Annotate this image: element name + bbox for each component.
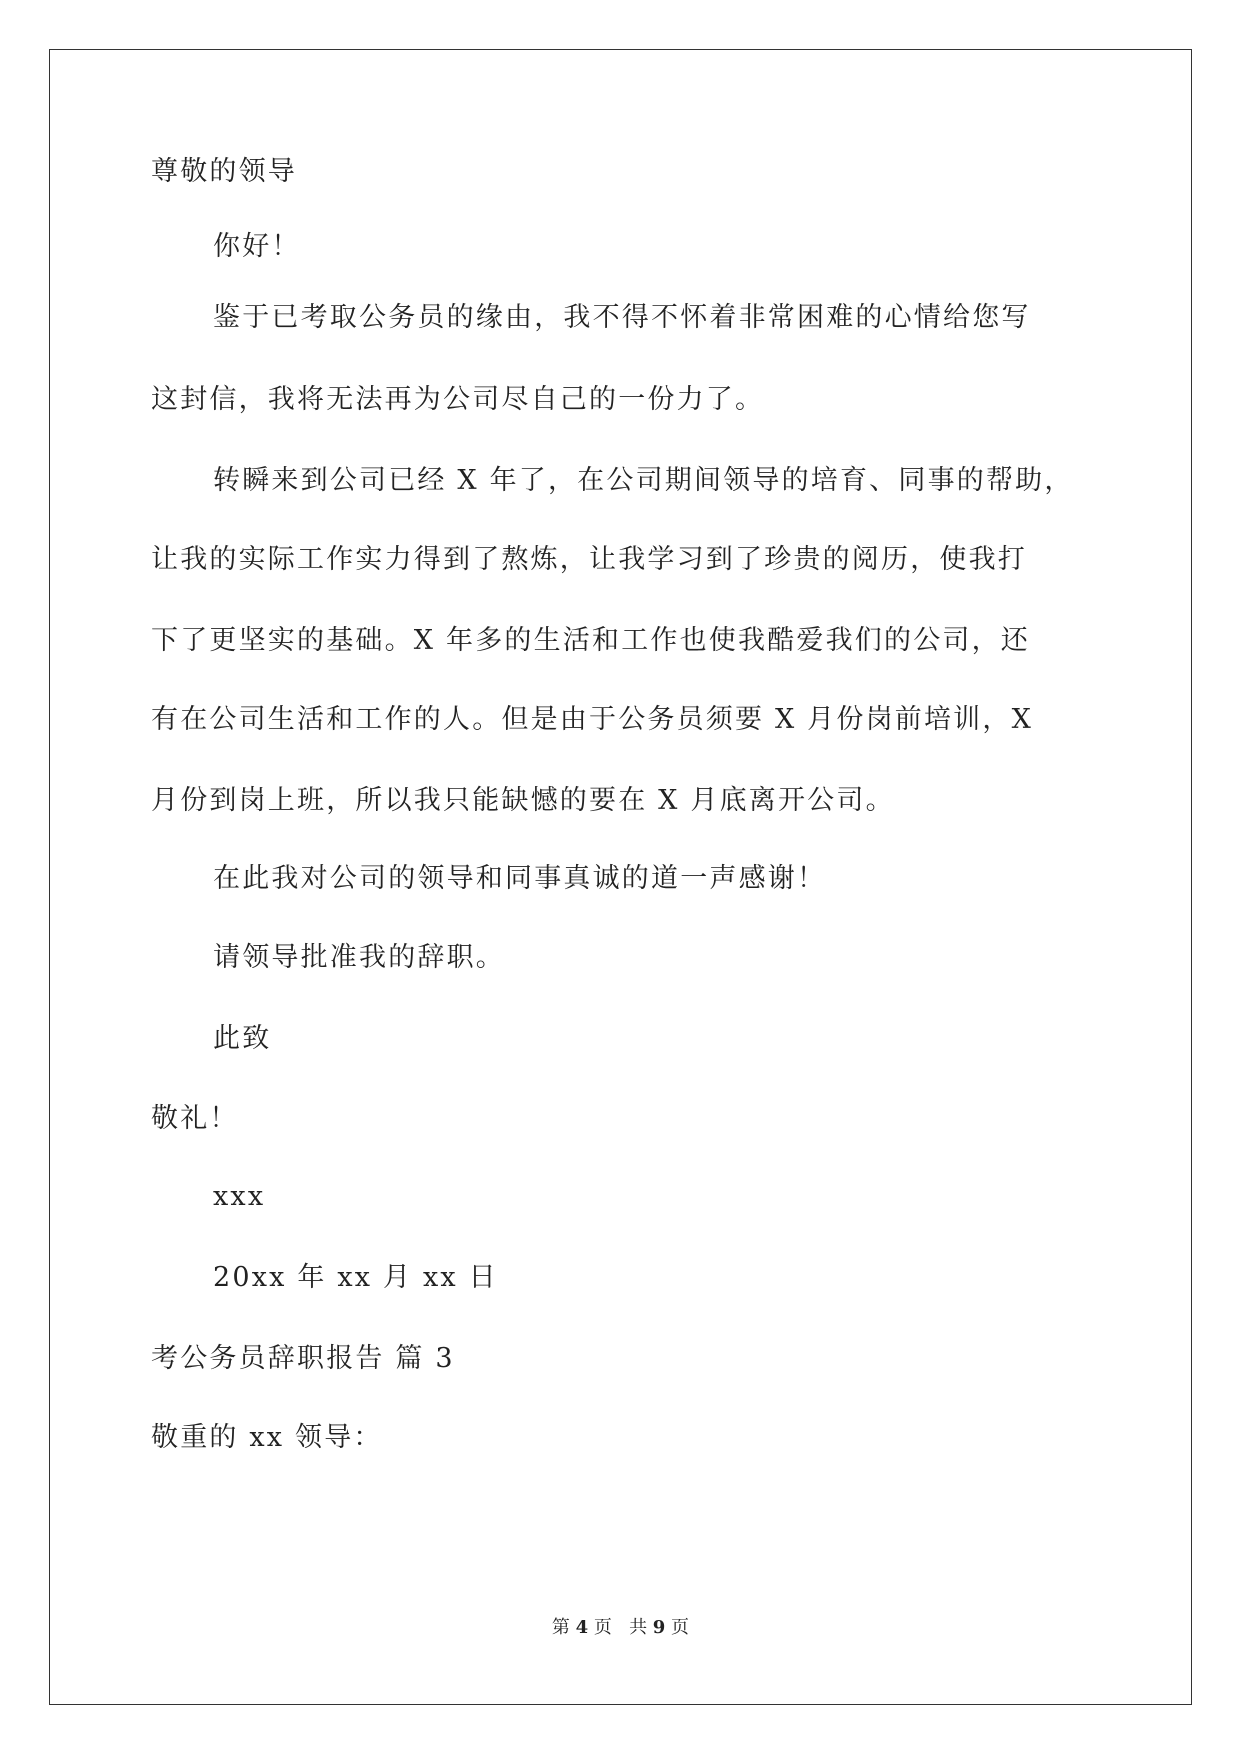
closing-cizhi: 此致 [213, 1023, 272, 1054]
paragraph-1-line-1: 鉴于已考取公务员的缘由，我不得不怀着非常困难的心情给您写 [213, 302, 1031, 333]
section-title: 考公务员辞职报告 篇 3 [151, 1343, 455, 1374]
letter-salutation: 尊敬的领导 [151, 156, 297, 187]
letter-greeting: 你好！ [213, 231, 301, 262]
paragraph-2-line-4: 有在公司生活和工作的人。但是由于公务员须要 X 月份岗前培训，X [151, 704, 1034, 735]
paragraph-2-line-5: 月份到岗上班，所以我只能缺憾的要在 X 月底离开公司。 [151, 785, 895, 816]
footer-prefix: 第 [551, 1617, 576, 1638]
section-salutation: 敬重的 xx 领导： [151, 1422, 383, 1453]
letter-date: 20xx 年 xx 月 xx 日 [213, 1262, 498, 1293]
footer-total-pages: 9 [652, 1617, 666, 1638]
page-number-footer [0, 1617, 1241, 1639]
footer-suffix: 页 [665, 1617, 690, 1638]
paragraph-1-line-2: 这封信，我将无法再为公司尽自己的一份力了。 [151, 384, 765, 415]
paragraph-3: 在此我对公司的领导和同事真诚的道一声感谢！ [213, 863, 827, 894]
paragraph-2-line-3: 下了更坚实的基础。X 年多的生活和工作也使我酷爱我们的公司，还 [151, 625, 1031, 656]
signature: xxx [213, 1181, 266, 1212]
footer-middle: 页 共 [588, 1617, 653, 1638]
paragraph-2-line-1: 转瞬来到公司已经 X 年了，在公司期间领导的培育、同事的帮助， [213, 465, 1074, 496]
paragraph-4: 请领导批准我的辞职。 [213, 942, 505, 973]
closing-jingli: 敬礼！ [151, 1103, 239, 1134]
footer-current-page: 4 [575, 1617, 589, 1638]
paragraph-2-line-2: 让我的实际工作实力得到了熬炼，让我学习到了珍贵的阅历，使我打 [151, 544, 1027, 575]
